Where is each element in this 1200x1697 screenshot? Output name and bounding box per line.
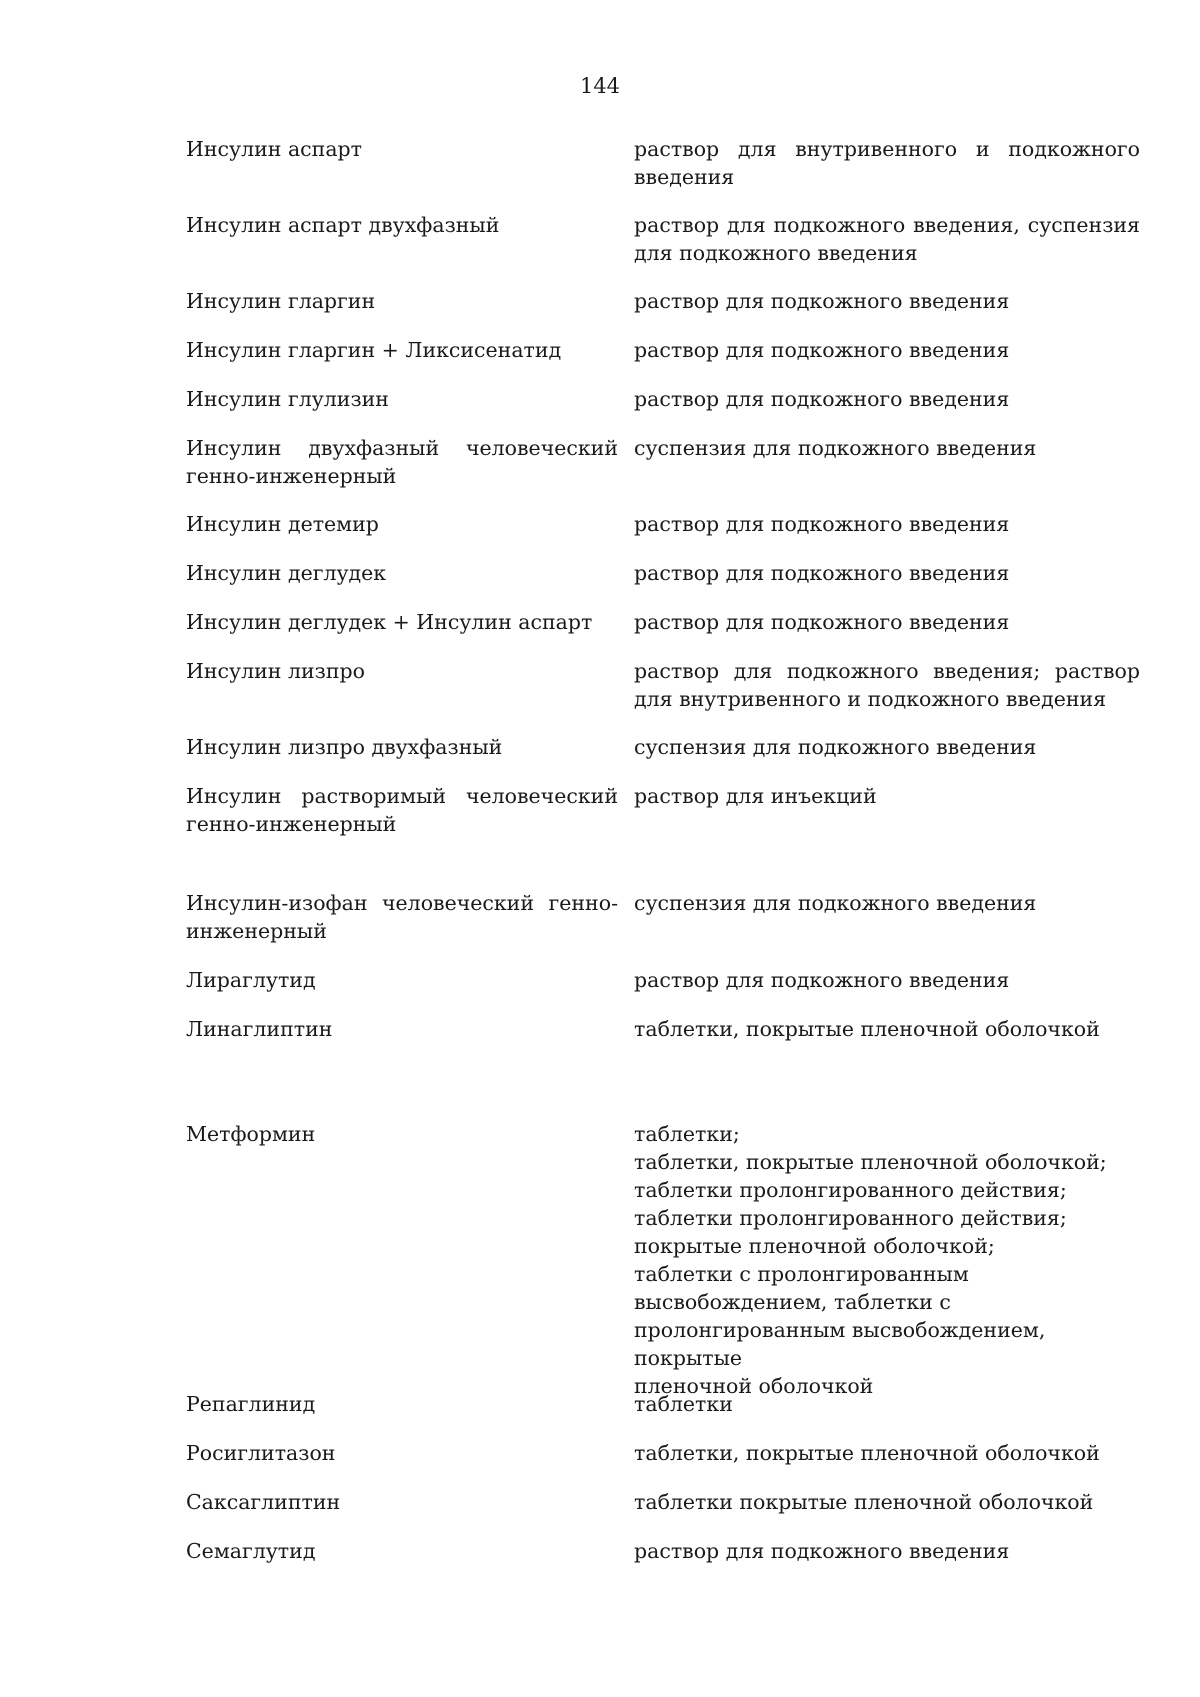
page-number: 144 <box>579 74 621 98</box>
dosage-form-line: таблетки, покрытые пленочной оболочкой; <box>634 1150 1107 1174</box>
drug-name: Инсулин лизпро двухфазный <box>186 735 503 759</box>
table-row <box>186 287 1140 315</box>
dosage-form: суспензия для подкожного введения <box>634 735 1037 759</box>
dosage-form-line: пленочной оболочкой <box>634 1374 874 1398</box>
table-row <box>186 1015 1140 1043</box>
dosage-form: раствор для подкожного введения <box>634 968 1010 992</box>
dosage-form: таблетки, покрытые пленочной оболочкой <box>634 1441 1100 1465</box>
table-row <box>186 211 1140 267</box>
drug-name: Инсулин деглудек <box>186 561 387 585</box>
dosage-form: суспензия для подкожного введения <box>634 891 1037 915</box>
table-row <box>186 510 1140 538</box>
dosage-form: таблетки покрытые пленочной оболочкой <box>634 1490 1094 1514</box>
dosage-form: раствор для внутривенного и подкожного введения <box>634 137 1140 189</box>
dosage-form <box>634 1120 1140 1400</box>
table-row <box>186 385 1140 413</box>
drug-name: Репаглинид <box>186 1392 316 1416</box>
dosage-form-line: таблетки пролонгированного действия; <box>634 1178 1067 1202</box>
drug-name: Инсулин гларгин + Ликсисенатид <box>186 338 562 362</box>
drug-name: Инсулин-изофан человеческий генно-инженерный <box>186 891 618 943</box>
table-row <box>186 733 1140 761</box>
table-row <box>186 1390 1140 1418</box>
table-row <box>186 135 1140 191</box>
dosage-form-line: таблетки пролонгированного действия; <box>634 1206 1067 1230</box>
drug-name: Инсулин гларгин <box>186 289 376 313</box>
table-row <box>186 1120 1140 1400</box>
drug-name: Инсулин аспарт двухфазный <box>186 213 500 237</box>
dosage-form: суспензия для подкожного введения <box>634 436 1037 460</box>
table-row <box>186 1439 1140 1467</box>
drug-name: Лираглутид <box>186 968 316 992</box>
dosage-form: раствор для подкожного введения, суспензия для подкожного введения <box>634 213 1140 265</box>
drug-name: Линаглиптин <box>186 1017 333 1041</box>
drug-name: Инсулин глулизин <box>186 387 389 411</box>
dosage-form: раствор для подкожного введения <box>634 610 1010 634</box>
table-row <box>186 889 1140 945</box>
dosage-form: таблетки, покрытые пленочной оболочкой <box>634 1017 1100 1041</box>
drug-name: Росиглитазон <box>186 1441 336 1465</box>
table-row <box>186 559 1140 587</box>
table-row <box>186 966 1140 994</box>
dosage-form: таблетки <box>634 1392 733 1416</box>
dosage-form: раствор для подкожного введения <box>634 1539 1010 1563</box>
drug-name: Инсулин деглудек + Инсулин аспарт <box>186 610 593 634</box>
drug-name: Семаглутид <box>186 1539 316 1563</box>
dosage-form: раствор для подкожного введения <box>634 387 1010 411</box>
dosage-form-line: высвобождением, таблетки с <box>634 1290 951 1314</box>
table-row <box>186 1488 1140 1516</box>
dosage-form-line: таблетки; <box>634 1122 740 1146</box>
table-row <box>186 336 1140 364</box>
table-row <box>186 657 1140 713</box>
drug-name: Инсулин детемир <box>186 512 379 536</box>
drug-name: Инсулин аспарт <box>186 137 363 161</box>
table-row <box>186 782 1140 838</box>
drug-name: Инсулин двухфазный человеческий генно-инженерный <box>186 436 618 488</box>
dosage-form-line: пролонгированным высвобождением, покрытые <box>634 1318 1046 1370</box>
table-row <box>186 434 1140 490</box>
dosage-form: раствор для подкожного введения <box>634 338 1010 362</box>
table-row <box>186 1537 1140 1565</box>
drug-name: Саксаглиптин <box>186 1490 341 1514</box>
dosage-form: раствор для подкожного введения <box>634 512 1010 536</box>
dosage-form-line: покрытые пленочной оболочкой; <box>634 1234 995 1258</box>
table-row <box>186 608 1140 636</box>
drug-name: Метформин <box>186 1122 316 1146</box>
dosage-form: раствор для подкожного введения <box>634 561 1010 585</box>
dosage-form-line: таблетки с пролонгированным <box>634 1262 969 1286</box>
dosage-form: раствор для подкожного введения <box>634 289 1010 313</box>
dosage-form: раствор для подкожного введения; раствор для внутривенного и подкожного введения <box>634 659 1140 711</box>
drug-name: Инсулин лизпро <box>186 659 365 683</box>
drug-name: Инсулин растворимый человеческий генно-инженерный <box>186 784 618 836</box>
dosage-form: раствор для инъекций <box>634 784 877 808</box>
